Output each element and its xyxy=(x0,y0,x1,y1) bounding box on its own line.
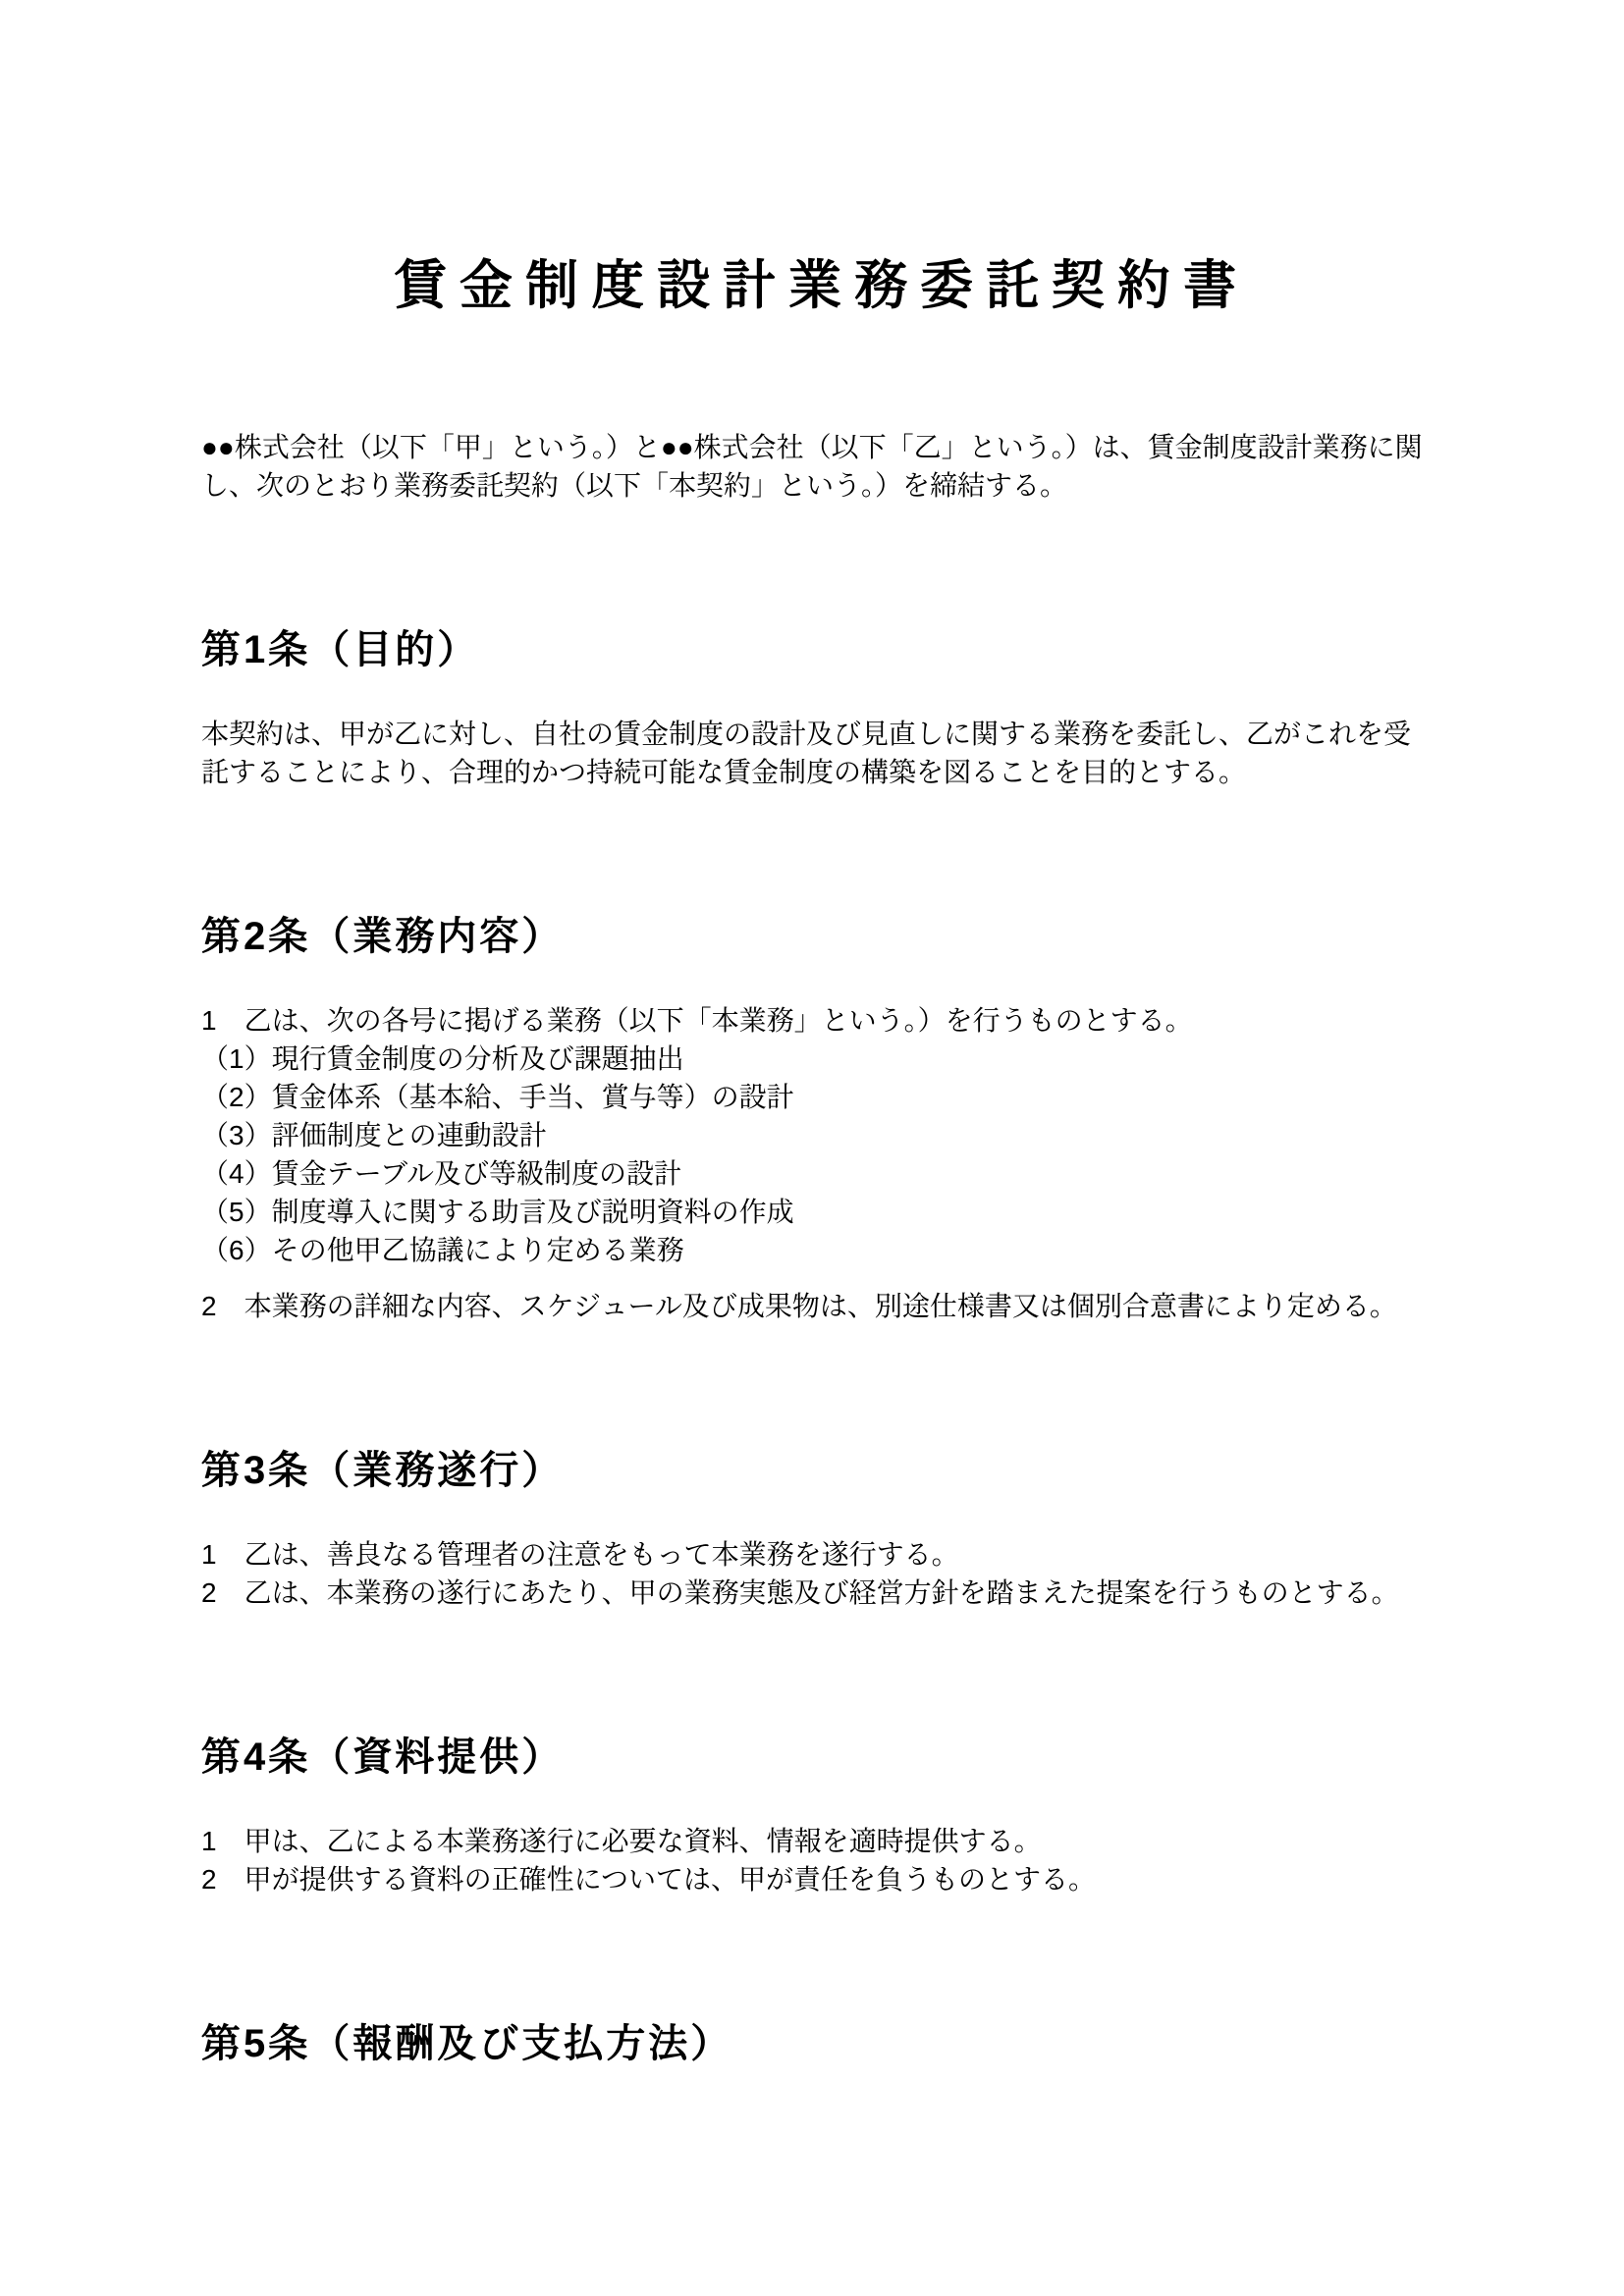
article-3-item-list xyxy=(201,1535,1429,1612)
list-item: （2）賃金体系（基本給、手当、賞与等）の設計 xyxy=(201,1082,794,1112)
article-2-item-list xyxy=(201,1040,1429,1269)
document-title: 賃金制度設計業務委託契約書 xyxy=(394,256,1249,315)
article-3-heading: 第3条（業務遂行） xyxy=(201,1449,565,1492)
list-item: 2 甲が提供する資料の正確性については、甲が責任を負うものとする。 xyxy=(201,1864,1097,1895)
list-item: 2 乙は、本業務の遂行にあたり、甲の業務実態及び経営方針を踏まえた提案を行うものとする。 xyxy=(201,1577,1399,1608)
article-2-paragraph-1: 1 乙は、次の各号に掲げる業務（以下「本業務」という。）を行うものとする。 xyxy=(201,1005,1193,1036)
article-2-heading: 第2条（業務内容） xyxy=(201,915,565,958)
section-article-3 xyxy=(201,1447,1429,1612)
article-1-heading: 第1条（目的） xyxy=(201,628,480,671)
intro-paragraph: ●●株式会社（以下「甲」という。）と●●株式会社（以下「乙」という。）は、賃金制度設計業務に関し、次のとおり業務委託契約（以下「本契約」という。）を締結する。 xyxy=(201,432,1423,501)
section-article-4 xyxy=(201,1734,1429,1898)
list-item: 1 乙は、善良なる管理者の注意をもって本業務を遂行する。 xyxy=(201,1539,959,1570)
section-article-2 xyxy=(201,913,1429,1325)
section-article-1 xyxy=(201,626,1429,791)
article-4-heading: 第4条（資料提供） xyxy=(201,1735,565,1779)
list-item: （4）賃金テーブル及び等級制度の設計 xyxy=(201,1158,682,1189)
section-article-5 xyxy=(201,2020,1429,2067)
article-2-paragraph-2: 2 本業務の詳細な内容、スケジュール及び成果物は、別途仕様書又は個別合意書により定める。 xyxy=(201,1291,1397,1321)
article-5-heading: 第5条（報酬及び支払方法） xyxy=(201,2022,733,2065)
article-1-body: 本契約は、甲が乙に対し、自社の賃金制度の設計及び見直しに関する業務を委託し、乙がこれを受託することにより、合理的かつ持続可能な賃金制度の構築を図ることを目的とする。 xyxy=(201,719,1412,787)
list-item: 1 甲は、乙による本業務遂行に必要な資料、情報を適時提供する。 xyxy=(201,1826,1042,1856)
article-4-item-list xyxy=(201,1822,1429,1898)
list-item: （3）評価制度との連動設計 xyxy=(201,1120,547,1150)
list-item: （5）制度導入に関する助言及び説明資料の作成 xyxy=(201,1197,794,1227)
list-item: （1）現行賃金制度の分析及び課題抽出 xyxy=(201,1043,684,1074)
list-item: （6）その他甲乙協議により定める業務 xyxy=(201,1235,684,1265)
